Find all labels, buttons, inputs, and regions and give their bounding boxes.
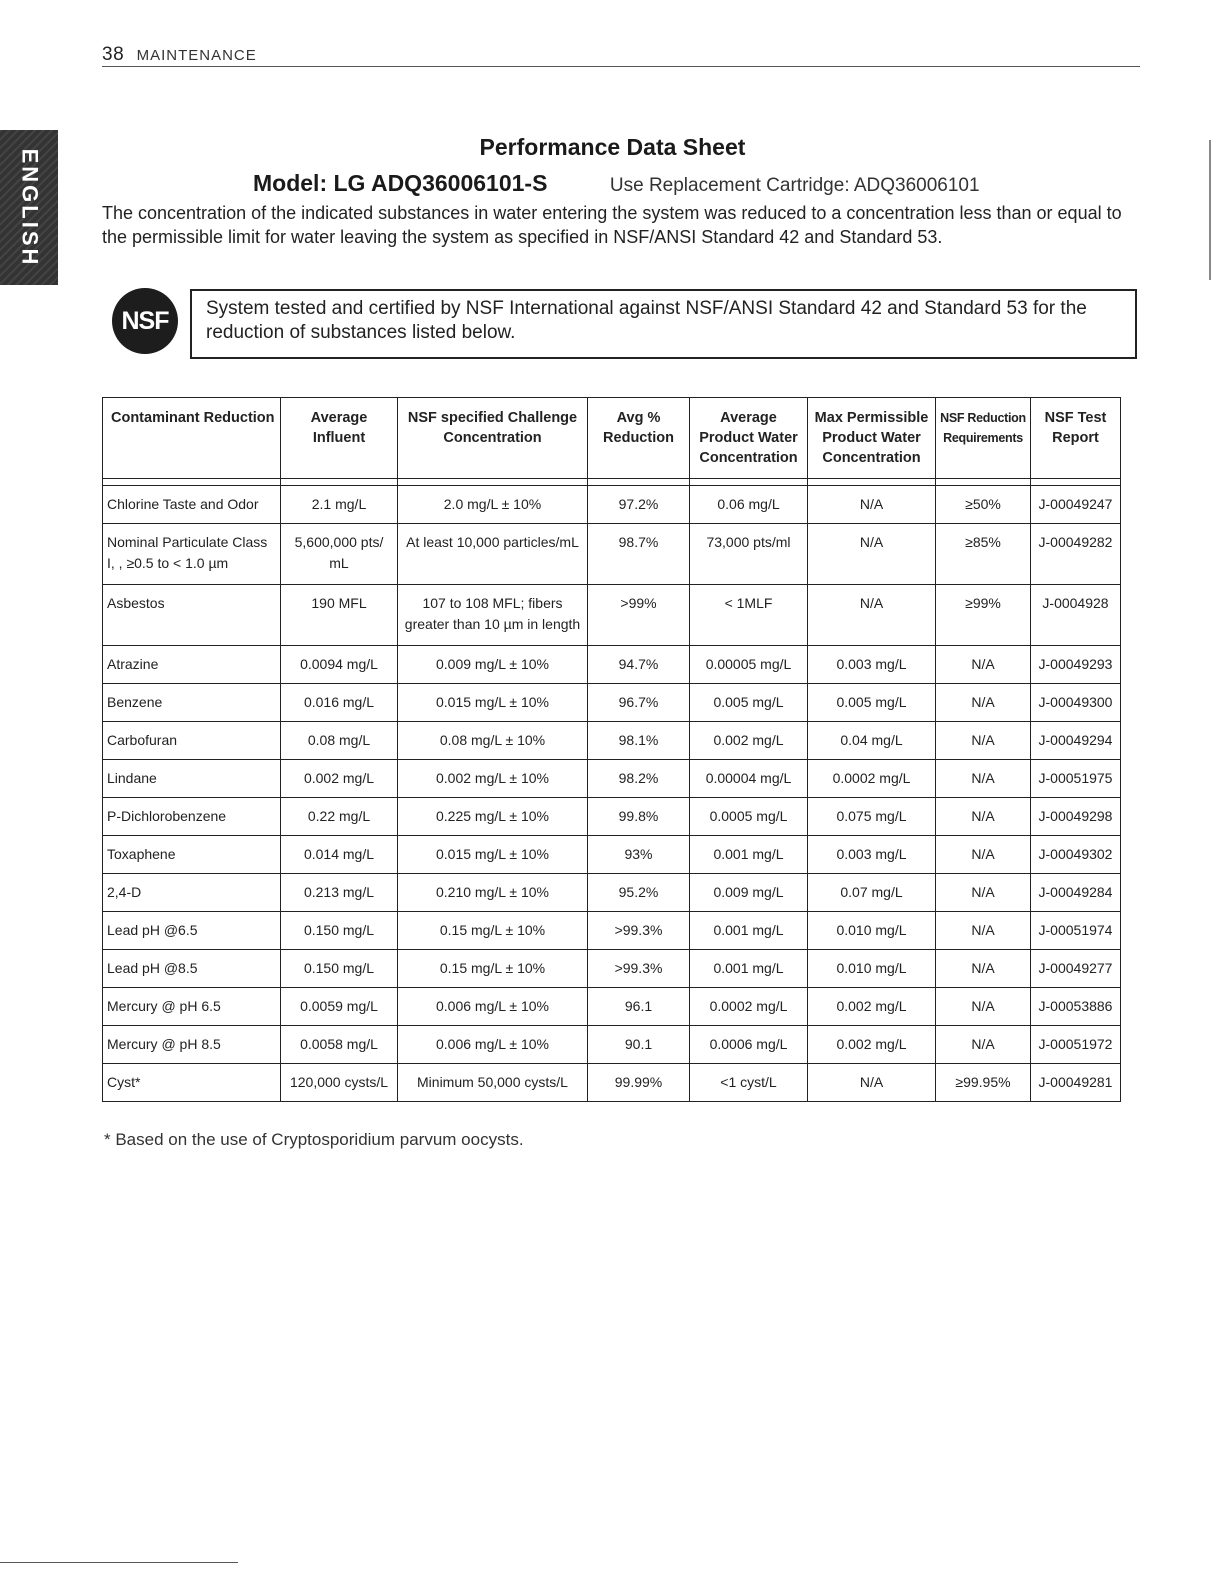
table-cell: 0.010 mg/L xyxy=(808,950,936,988)
table-cell: 0.0002 mg/L xyxy=(808,760,936,798)
column-header: Average Product Water Concentration xyxy=(690,398,808,479)
table-cell: 0.006 mg/L ± 10% xyxy=(398,1026,588,1064)
model-label: Model: LG ADQ36006101-S xyxy=(253,170,548,196)
replacement-cartridge: Use Replacement Cartridge: ADQ36006101 xyxy=(609,175,980,196)
right-margin-rule xyxy=(1209,140,1211,280)
table-cell: 0.003 mg/L xyxy=(808,836,936,874)
table-cell: J-00049300 xyxy=(1031,684,1121,722)
table-cell: 0.002 mg/L xyxy=(808,1026,936,1064)
table-cell: J-00051972 xyxy=(1031,1026,1121,1064)
footnote: * Based on the use of Cryptosporidium parvum oocysts. xyxy=(104,1130,524,1149)
table-cell: 0.0005 mg/L xyxy=(690,798,808,836)
contaminant-name-cell: Cyst* xyxy=(103,1064,281,1102)
table-row xyxy=(103,1026,1121,1064)
table-cell: 0.075 mg/L xyxy=(808,798,936,836)
table-row xyxy=(103,486,1121,524)
table-cell: J-00049293 xyxy=(1031,646,1121,684)
table-cell: 0.0002 mg/L xyxy=(690,988,808,1026)
table-cell: 0.002 mg/L xyxy=(690,722,808,760)
column-header: NSF Test Report xyxy=(1031,398,1121,479)
table-cell: N/A xyxy=(936,722,1031,760)
contaminant-name-cell: Asbestos xyxy=(103,585,281,646)
table-cell: At least 10,000 particles/mL xyxy=(398,524,588,585)
table-cell: >99.3% xyxy=(588,912,690,950)
table-row xyxy=(103,836,1121,874)
table-cell: J-00049282 xyxy=(1031,524,1121,585)
table-cell: 0.0059 mg/L xyxy=(281,988,398,1026)
nsf-logo-text: NSF xyxy=(121,306,169,335)
column-header: NSF specified Challenge Concentration xyxy=(398,398,588,479)
table-cell: 0.08 mg/L ± 10% xyxy=(398,722,588,760)
table-row xyxy=(103,722,1121,760)
table-cell: 0.0094 mg/L xyxy=(281,646,398,684)
table-cell: 98.1% xyxy=(588,722,690,760)
table-cell: N/A xyxy=(936,988,1031,1026)
table-cell: 90.1 xyxy=(588,1026,690,1064)
page-title: Performance Data Sheet xyxy=(479,134,746,160)
table-cell: 0.04 mg/L xyxy=(808,722,936,760)
table-cell: 95.2% xyxy=(588,874,690,912)
table-cell: N/A xyxy=(808,524,936,585)
table-cell: 99.99% xyxy=(588,1064,690,1102)
table-cell: 98.7% xyxy=(588,524,690,585)
table-cell: 0.150 mg/L xyxy=(281,950,398,988)
table-cell: N/A xyxy=(936,684,1031,722)
table-cell: >99.3% xyxy=(588,950,690,988)
table-cell: J-00053886 xyxy=(1031,988,1121,1026)
table-cell: J-00049277 xyxy=(1031,950,1121,988)
table-row xyxy=(103,585,1121,646)
bottom-rule xyxy=(0,1562,238,1563)
table-cell: 96.1 xyxy=(588,988,690,1026)
table-cell: 0.00004 mg/L xyxy=(690,760,808,798)
table-cell: 0.00005 mg/L xyxy=(690,646,808,684)
table-cell: 0.150 mg/L xyxy=(281,912,398,950)
contaminant-name-cell: Benzene xyxy=(103,684,281,722)
table-cell: 0.005 mg/L xyxy=(808,684,936,722)
contaminant-name-cell: Nominal Particulate Class I, , ≥0.5 to < 1.0 µm xyxy=(103,524,281,585)
table-cell: 0.225 mg/L ± 10% xyxy=(398,798,588,836)
table-cell: 0.001 mg/L xyxy=(690,950,808,988)
table-cell: N/A xyxy=(936,798,1031,836)
table-cell: J-00049294 xyxy=(1031,722,1121,760)
language-label: ENGLISH xyxy=(17,148,43,267)
table-cell: N/A xyxy=(936,950,1031,988)
table-cell: ≥99.95% xyxy=(936,1064,1031,1102)
table-row xyxy=(103,760,1121,798)
table-header-row xyxy=(103,398,1121,479)
table-cell: 98.2% xyxy=(588,760,690,798)
table-cell: 0.015 mg/L ± 10% xyxy=(398,684,588,722)
table-cell: 0.08 mg/L xyxy=(281,722,398,760)
contaminant-name-cell: Carbofuran xyxy=(103,722,281,760)
intro-paragraph: The concentration of the indicated substances in water entering the system was reduced to a concentration less than or equal to the permissible limit for water leaving the system as specified in NSF/ANSI Standard 42 and Standard 53. xyxy=(102,203,1122,247)
table-row xyxy=(103,1064,1121,1102)
header-spacer-row xyxy=(103,479,1121,486)
table-cell: ≥50% xyxy=(936,486,1031,524)
contaminant-name-cell: P-Dichlorobenzene xyxy=(103,798,281,836)
table-cell: N/A xyxy=(808,1064,936,1102)
table-cell: 0.002 mg/L xyxy=(808,988,936,1026)
table-cell: 0.015 mg/L ± 10% xyxy=(398,836,588,874)
table-cell: N/A xyxy=(936,1026,1031,1064)
table-cell: J-00049284 xyxy=(1031,874,1121,912)
contaminant-name-cell: Lead pH @6.5 xyxy=(103,912,281,950)
table-cell: 0.003 mg/L xyxy=(808,646,936,684)
table-row xyxy=(103,524,1121,585)
table-cell: J-00051975 xyxy=(1031,760,1121,798)
model-line xyxy=(253,170,980,197)
table-cell: J-00049247 xyxy=(1031,486,1121,524)
contaminant-name-cell: Lindane xyxy=(103,760,281,798)
table-cell: 5,600,000 pts/ mL xyxy=(281,524,398,585)
table-cell: 97.2% xyxy=(588,486,690,524)
table-cell: N/A xyxy=(936,836,1031,874)
table-cell: 93% xyxy=(588,836,690,874)
table-cell: 0.07 mg/L xyxy=(808,874,936,912)
contaminant-name-cell: Atrazine xyxy=(103,646,281,684)
table-cell: J-00049281 xyxy=(1031,1064,1121,1102)
table-cell: 0.010 mg/L xyxy=(808,912,936,950)
table-cell: 0.213 mg/L xyxy=(281,874,398,912)
table-cell: 73,000 pts/ml xyxy=(690,524,808,585)
table-cell: 0.009 mg/L xyxy=(690,874,808,912)
table-cell: 0.15 mg/L ± 10% xyxy=(398,912,588,950)
table-cell: 2.1 mg/L xyxy=(281,486,398,524)
table-cell: N/A xyxy=(808,486,936,524)
table-cell: 0.06 mg/L xyxy=(690,486,808,524)
table-cell: 0.016 mg/L xyxy=(281,684,398,722)
table-cell: 0.014 mg/L xyxy=(281,836,398,874)
table-cell: 0.001 mg/L xyxy=(690,912,808,950)
table-cell: N/A xyxy=(936,912,1031,950)
table-row xyxy=(103,912,1121,950)
table-cell: 94.7% xyxy=(588,646,690,684)
table-cell: 0.002 mg/L xyxy=(281,760,398,798)
table-cell: 0.002 mg/L ± 10% xyxy=(398,760,588,798)
page-header xyxy=(102,44,1140,67)
table-cell: 0.0058 mg/L xyxy=(281,1026,398,1064)
table-cell: 99.8% xyxy=(588,798,690,836)
section-name: MAINTENANCE xyxy=(136,47,257,64)
table-cell: 0.15 mg/L ± 10% xyxy=(398,950,588,988)
contaminant-name-cell: Mercury @ pH 6.5 xyxy=(103,988,281,1026)
table-cell: 0.0006 mg/L xyxy=(690,1026,808,1064)
table-cell: N/A xyxy=(936,760,1031,798)
nsf-logo-icon xyxy=(112,288,178,354)
table-cell: J-0004928 xyxy=(1031,585,1121,646)
table-cell: Minimum 50,000 cysts/L xyxy=(398,1064,588,1102)
table-row xyxy=(103,646,1121,684)
table-cell: >99% xyxy=(588,585,690,646)
column-header: NSF Reduction Requirements xyxy=(936,398,1031,479)
contaminant-name-cell: 2,4-D xyxy=(103,874,281,912)
column-header: Average Influent xyxy=(281,398,398,479)
table-cell: N/A xyxy=(936,646,1031,684)
table-row xyxy=(103,684,1121,722)
table-cell: J-00049298 xyxy=(1031,798,1121,836)
table-cell: N/A xyxy=(808,585,936,646)
table-cell: N/A xyxy=(936,874,1031,912)
table-cell: ≥85% xyxy=(936,524,1031,585)
table-row xyxy=(103,798,1121,836)
table-cell: 0.210 mg/L ± 10% xyxy=(398,874,588,912)
table-cell: < 1MLF xyxy=(690,585,808,646)
table-cell: 120,000 cysts/L xyxy=(281,1064,398,1102)
table-cell: 107 to 108 MFL; fibers greater than 10 µm in length xyxy=(398,585,588,646)
table-cell: 0.005 mg/L xyxy=(690,684,808,722)
table-cell: J-00051974 xyxy=(1031,912,1121,950)
page-number: 38 xyxy=(102,44,125,65)
table-cell: 0.001 mg/L xyxy=(690,836,808,874)
column-header: Contaminant Reduction xyxy=(103,398,281,479)
contaminant-name-cell: Lead pH @8.5 xyxy=(103,950,281,988)
contaminant-name-cell: Chlorine Taste and Odor xyxy=(103,486,281,524)
table-cell: J-00049302 xyxy=(1031,836,1121,874)
table-cell: 0.009 mg/L ± 10% xyxy=(398,646,588,684)
table-cell: <1 cyst/L xyxy=(690,1064,808,1102)
column-header: Max Permissible Product Water Concentration xyxy=(808,398,936,479)
table-row xyxy=(103,988,1121,1026)
table-cell: 2.0 mg/L ± 10% xyxy=(398,486,588,524)
contaminant-name-cell: Toxaphene xyxy=(103,836,281,874)
certification-box: System tested and certified by NSF International against NSF/ANSI Standard 42 and Standard 53 for the reduction of substances listed below. xyxy=(190,289,1137,359)
table-cell: 96.7% xyxy=(588,684,690,722)
table-cell: 190 MFL xyxy=(281,585,398,646)
table-row xyxy=(103,874,1121,912)
contaminant-name-cell: Mercury @ pH 8.5 xyxy=(103,1026,281,1064)
table-cell: 0.006 mg/L ± 10% xyxy=(398,988,588,1026)
performance-table xyxy=(102,397,1121,1102)
column-header: Avg % Reduction xyxy=(588,398,690,479)
table-row xyxy=(103,950,1121,988)
table-cell: 0.22 mg/L xyxy=(281,798,398,836)
table-cell: ≥99% xyxy=(936,585,1031,646)
